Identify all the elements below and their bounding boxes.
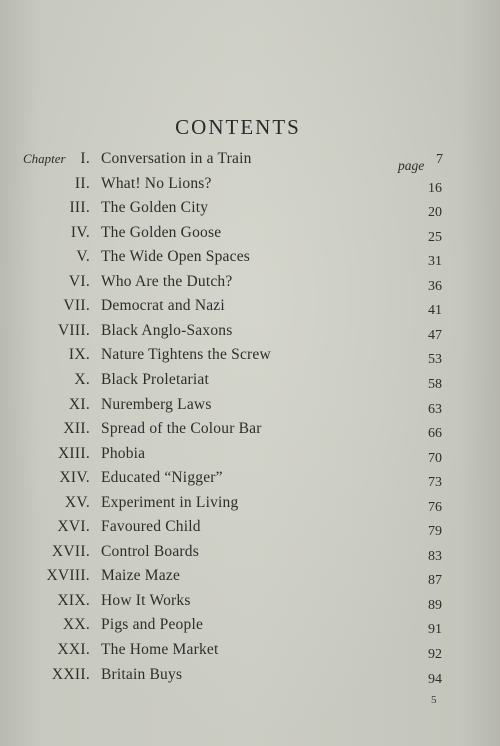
chapter-page-number: 79	[428, 524, 442, 540]
chapter-number: I.	[80, 150, 90, 167]
chapter-title: Conversation in a Train	[101, 150, 252, 167]
chapter-page-number: 83	[428, 548, 442, 564]
chapter-title: Democrat and Nazi	[101, 297, 225, 315]
chapter-page-number: 47	[428, 327, 442, 343]
chapter-page-number: 89	[428, 597, 442, 613]
chapter-page-number: 41	[428, 303, 442, 319]
toc-entry	[0, 322, 500, 346]
chapter-title: What! No Lions?	[101, 174, 212, 192]
chapter-number: XIX.	[57, 591, 90, 609]
toc-entry	[0, 518, 500, 542]
chapter-title: Black Proletariat	[101, 370, 209, 388]
chapter-title: Spread of the Colour Bar	[101, 420, 262, 438]
toc-entry	[0, 346, 500, 370]
chapter-title: The Golden City	[101, 199, 209, 217]
chapter-number: XVIII.	[46, 567, 90, 585]
toc-entry	[0, 273, 500, 297]
toc-entry	[0, 592, 500, 616]
toc-entry	[0, 543, 500, 567]
toc-entry	[0, 420, 500, 444]
chapter-title: Control Boards	[101, 542, 199, 560]
toc-entry	[0, 469, 500, 493]
chapter-number: VI.	[68, 272, 90, 290]
chapter-title: Nuremberg Laws	[101, 395, 212, 413]
toc-entry	[0, 641, 500, 665]
chapter-number: XII.	[63, 420, 90, 438]
toc-entry	[0, 199, 500, 223]
chapter-title: The Wide Open Spaces	[101, 248, 251, 266]
chapter-page-number: 36	[428, 278, 442, 294]
chapter-number: II.	[74, 174, 90, 192]
chapter-number: X.	[74, 370, 90, 388]
chapter-title: Maize Maze	[101, 567, 181, 585]
chapter-number: XXI.	[57, 641, 90, 658]
chapter-page-number: 76	[428, 499, 442, 515]
chapter-number: XX.	[62, 616, 90, 634]
chapter-title: Experiment in Living	[101, 493, 239, 511]
chapter-number: XIV.	[59, 469, 90, 487]
chapter-title: Phobia	[101, 444, 146, 462]
chapter-title: The Home Market	[101, 641, 219, 658]
chapter-page-number: 7	[436, 152, 443, 167]
chapter-page-number: 66	[428, 426, 442, 442]
toc-entry	[0, 371, 500, 395]
toc-entry	[0, 396, 500, 420]
chapter-page-number: 20	[428, 205, 442, 221]
toc-entry	[0, 567, 500, 591]
chapter-number: III.	[69, 199, 90, 217]
chapter-page-number: 92	[428, 647, 442, 662]
chapter-number: XV.	[64, 493, 90, 511]
chapter-page-number: 58	[428, 376, 442, 392]
toc-entry	[0, 616, 500, 640]
chapter-title: Educated “Nigger”	[101, 469, 223, 487]
chapter-number: VII.	[63, 297, 90, 315]
chapter-number: IX.	[68, 346, 90, 364]
toc-entry	[0, 494, 500, 518]
chapter-page-number: 94	[428, 671, 442, 687]
chapter-page-number: 53	[428, 352, 442, 368]
chapter-page-number: 31	[428, 254, 442, 270]
chapter-number: V.	[76, 248, 90, 266]
chapter-number: XI.	[68, 395, 90, 413]
toc-entry	[0, 175, 500, 199]
page-column-label: page	[398, 158, 425, 173]
toc-entry	[0, 445, 500, 469]
toc-entry	[0, 150, 500, 174]
chapter-page-number: 25	[428, 229, 442, 245]
chapter-title: How It Works	[101, 591, 191, 609]
chapter-title: Pigs and People	[101, 616, 204, 634]
toc-entry	[0, 248, 500, 272]
chapter-page-number: 73	[428, 475, 442, 491]
chapter-page-number: 70	[428, 450, 442, 466]
toc-entry	[0, 297, 500, 321]
chapter-page-number: 91	[428, 622, 442, 638]
chapter-number: IV.	[70, 223, 90, 241]
chapter-title: Black Anglo-Saxons	[101, 321, 233, 339]
chapter-number: XVII.	[51, 542, 90, 560]
chapter-number: XVI.	[57, 518, 90, 536]
contents-heading: CONTENTS	[175, 115, 301, 139]
chapter-title: The Golden Goose	[101, 223, 222, 241]
chapter-number: XIII.	[57, 444, 90, 462]
chapter-title: Favoured Child	[101, 518, 201, 536]
chapter-page-number: 16	[428, 180, 442, 196]
chapter-title: Britain Buys	[101, 665, 183, 683]
chapter-title: Nature Tightens the Screw	[101, 346, 271, 364]
chapter-number: XXII.	[51, 665, 90, 683]
chapter-number: VIII.	[57, 321, 90, 339]
chapter-page-number: 87	[428, 573, 442, 589]
toc-entry	[0, 224, 500, 248]
chapter-title: Who Are the Dutch?	[101, 272, 233, 290]
page-number: 5	[431, 694, 437, 706]
chapter-column-label: Chapter	[23, 151, 66, 166]
chapter-page-number: 63	[428, 401, 442, 417]
toc-entry	[0, 666, 500, 690]
